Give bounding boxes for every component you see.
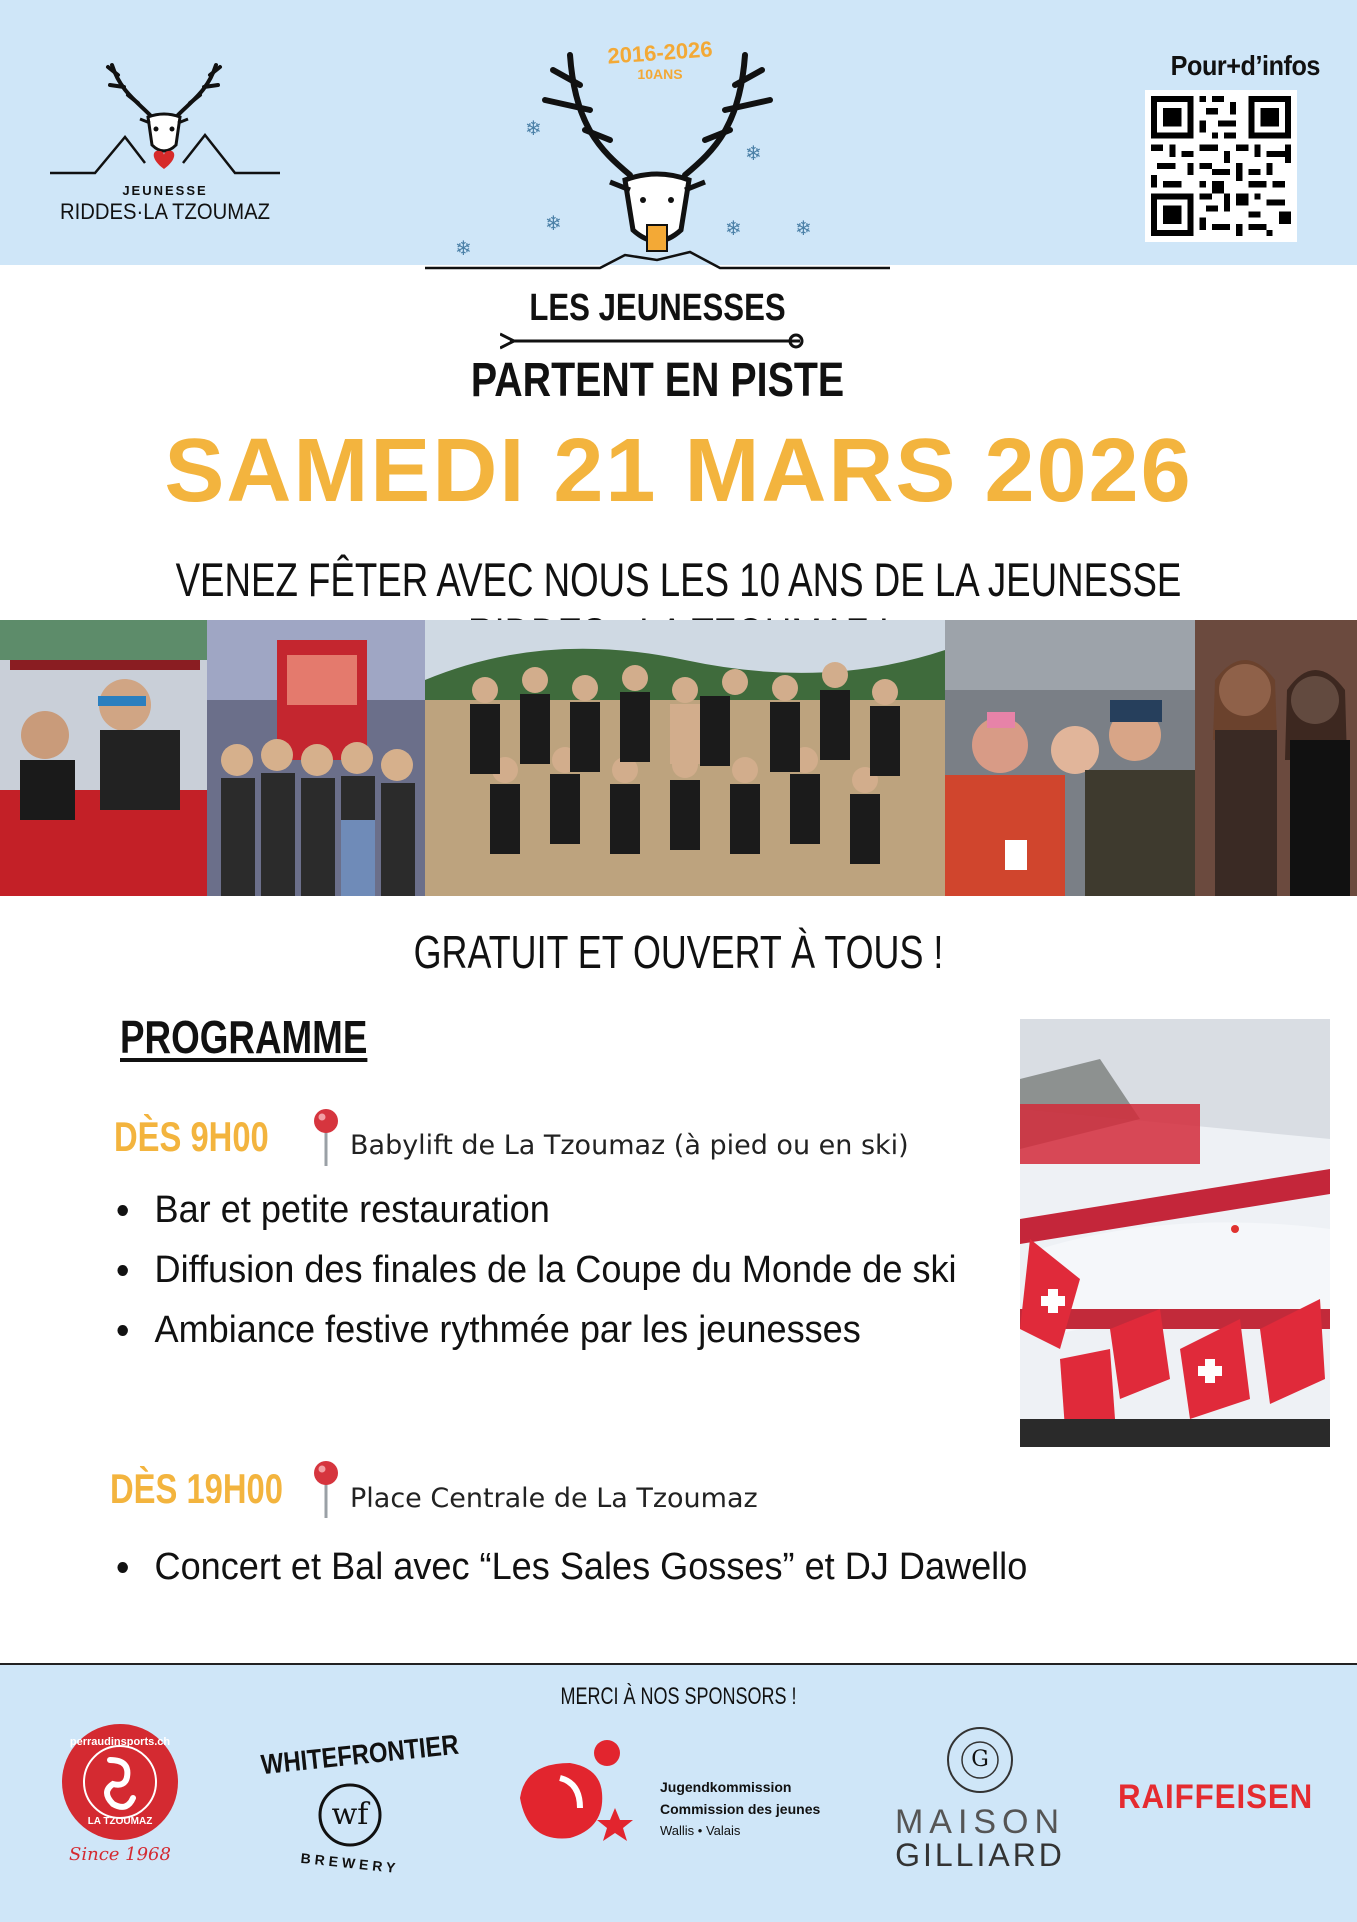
sponsor-jugendkommission[interactable]	[510, 1738, 850, 1848]
svg-text:❄: ❄	[525, 116, 542, 140]
list-item: • Diffusion des finales de la Coupe du Monde de ski	[145, 1240, 1000, 1300]
ski-world-cup-image	[1020, 1019, 1330, 1447]
sponsors-title: MERCI À NOS SPONSORS !	[560, 1683, 797, 1710]
sponsor-whitefrontier[interactable]	[245, 1728, 461, 1880]
programme-title: PROGRAMME	[120, 1011, 368, 1063]
slot2-time: DÈS 19H00	[110, 1465, 284, 1512]
svg-text:❄: ❄	[545, 211, 562, 235]
photo-winter-guys	[945, 620, 1195, 896]
qr-code[interactable]	[1145, 90, 1297, 242]
whitefrontier-mono: wf	[331, 1797, 369, 1832]
jugendkommission-line3: Wallis • Valais	[660, 1823, 741, 1838]
sponsor-perraudin[interactable]	[55, 1722, 185, 1872]
svg-text:❄: ❄	[455, 236, 472, 260]
qr-title: Pour+d’infos	[1170, 50, 1320, 81]
jugendkommission-line2: Commission des jeunes	[660, 1801, 821, 1817]
map-pin-icon	[312, 1460, 340, 1520]
sponsor-raiffeisen[interactable]: RAIFFEISEN	[1118, 1778, 1314, 1816]
gilliard-line1: MAISON	[894, 1803, 1066, 1841]
list-item: • Concert et Bal avec “Les Sales Gosses” et DJ Dawello	[145, 1537, 1095, 1597]
photo-girls-party	[1195, 620, 1357, 896]
jeunesse-logo	[50, 45, 280, 225]
anniversary-label: 10ANS	[637, 66, 683, 82]
svg-text:❄: ❄	[795, 216, 812, 240]
photo-bus-party-image	[0, 620, 207, 896]
logo-line1: JEUNESSE	[122, 183, 208, 198]
free-for-all: GRATUIT ET OUVERT À TOUS !	[413, 926, 944, 978]
event-date: SAMEDI 21 MARS 2026	[164, 421, 1193, 521]
photo-group-outdoor	[425, 620, 945, 896]
qr-code-icon	[1145, 90, 1297, 242]
event-tagline: VENEZ FÊTER AVEC NOUS LES 10 ANS DE LA JEUNESSE	[175, 553, 1182, 606]
subtitle-line1: LES JEUNESSES	[529, 287, 786, 329]
anniversary-logo	[425, 30, 890, 270]
svg-text:❄: ❄	[745, 141, 762, 165]
slot2-location: Place Centrale de La Tzoumaz	[350, 1483, 758, 1514]
jugendkommission-line1: Jugendkommission	[660, 1779, 792, 1795]
subtitle-line2: PARTENT EN PISTE	[470, 354, 845, 407]
photo-girls-tram-image	[207, 620, 425, 896]
deer-mountain-icon	[50, 45, 280, 185]
gilliard-mono: G	[971, 1747, 989, 1772]
anniversary-years: 2016-2026	[606, 36, 714, 69]
slot1-time: DÈS 9H00	[114, 1113, 269, 1160]
logo-line2: RIDDES·LA TZOUMAZ	[60, 199, 270, 224]
perraudin-since: Since 1968	[69, 1844, 171, 1865]
slot2-list	[115, 1537, 1145, 1597]
perraudin-ring-text: perraudinsports.ch	[69, 1736, 171, 1748]
slot1-location: Babylift de La Tzoumaz (à pied ou en ski)	[350, 1130, 909, 1161]
ski-pole-icon	[500, 330, 812, 352]
photo-girls-tram	[207, 620, 425, 896]
photo-bus-party	[0, 620, 207, 896]
gilliard-line2: GILLIARD	[895, 1837, 1065, 1873]
photo-group-outdoor-image	[425, 620, 945, 896]
photo-girls-party-image	[1195, 620, 1357, 896]
whitefrontier-name: WHITEFRONTIER	[259, 1728, 461, 1781]
ski-world-cup-photo	[1020, 1019, 1330, 1447]
jugendkommission-logo-icon	[510, 1738, 650, 1848]
slot1-list	[115, 1180, 1045, 1360]
list-item: • Ambiance festive rythmée par les jeunesses	[145, 1300, 1000, 1360]
map-pin-icon	[312, 1108, 340, 1168]
svg-text:❄: ❄	[725, 216, 742, 240]
sponsor-maison-gilliard[interactable]	[880, 1725, 1080, 1875]
whitefrontier-sub: BREWERY	[299, 1849, 401, 1877]
photo-winter-guys-image	[945, 620, 1195, 896]
list-item: • Bar et petite restauration	[145, 1180, 1000, 1240]
photo-strip	[0, 620, 1357, 896]
perraudin-bottom-text: LA TZOUMAZ	[87, 1816, 153, 1827]
